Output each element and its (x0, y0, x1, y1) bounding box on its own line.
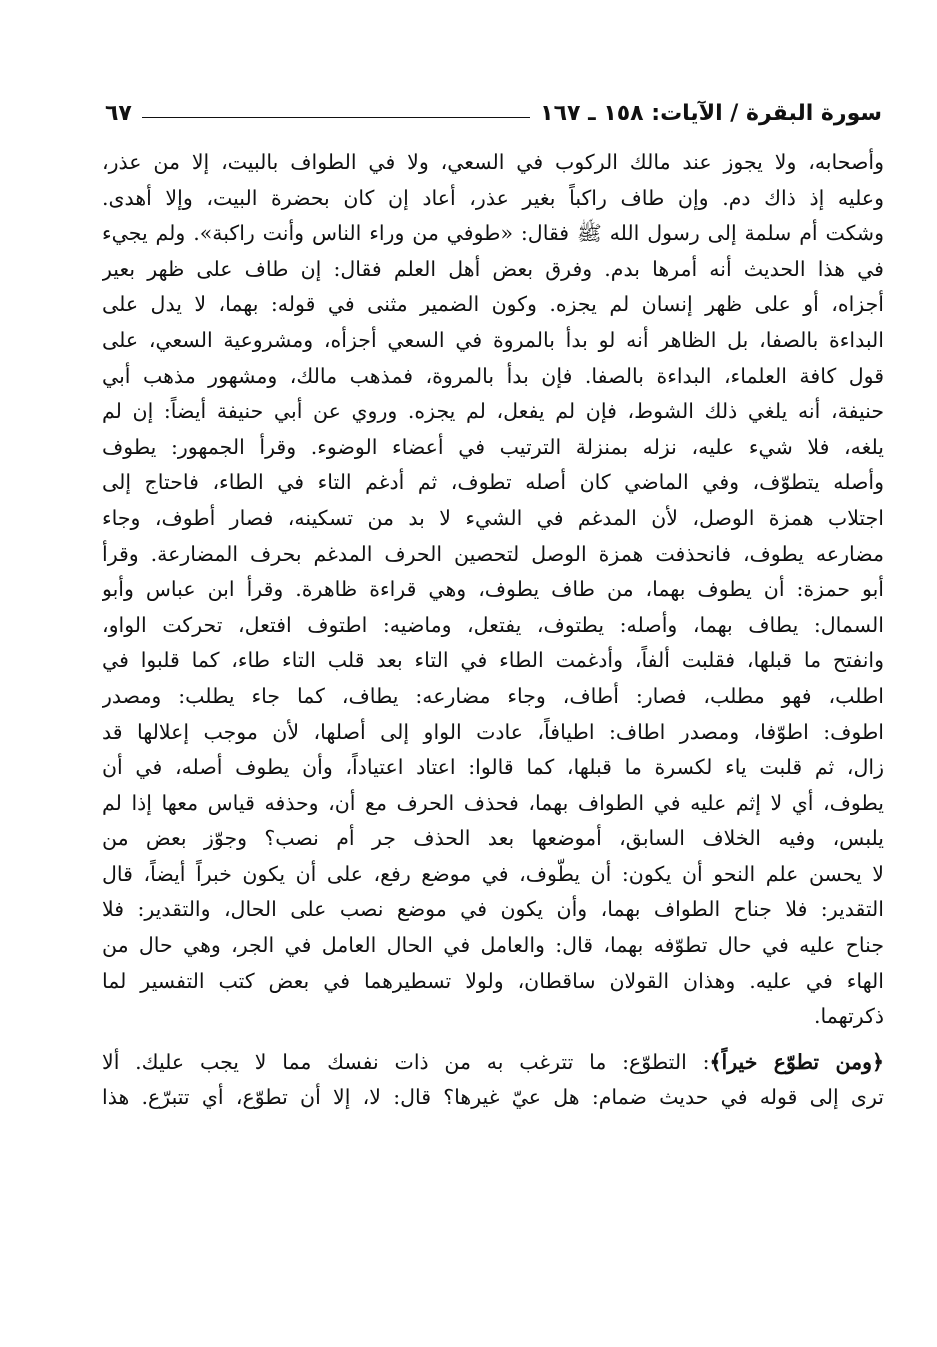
text-line: يلغه، فلا شيء عليه، نزله بمنزلة الترتيب في أعضاء الوضوء. وقرأ الجمهور: يطوف (102, 434, 884, 459)
text-line (102, 1045, 884, 1081)
text-line: البداءة بالصفا، بل الظاهر أنه لو بدأ بالمروة في السعي أجزأه، ومشروعية السعي، على (102, 327, 884, 352)
text-line: جناح عليه في حال تطوّفه بهما، قال: والعامل في الحال العامل في الجر، وهي حال من (102, 933, 884, 958)
text-line: وأصله يتطوّف، وفي الماضي كان أصله تطوف، ثم أدغم التاء في الطاء، فاحتاج إلى (102, 470, 884, 495)
header-rule (142, 117, 530, 118)
text-line: وشكت أم سلمة إلى رسول الله ﷺ فقال: «طوفي من وراء الناس وأنت راكبة». ولم يجيء (102, 221, 884, 246)
text-line: في هذا الحديث أنه أمرها بدم. وفرق بعض أهل العلم فقال: إن طاف على ظهر بعير (102, 256, 884, 281)
text-line: يطوف، أي لا إثم عليه في الطواف بهما، فحذف الحرف مع أن، وحذفه قياس معها إذا لم (102, 790, 884, 815)
paragraph-2 (102, 1045, 884, 1116)
text-line: اطوف: اطوّفا، ومصدر اطاف: اطيافاً، عادت الواو إلى أصلها، لأن موجب إعلالها قد (102, 719, 884, 744)
text-line: حنيفة، أنه يلغي ذلك الشوط، فإن لم يفعل، لم يجزه. وروي عن أبي حنيفة أيضاً: إن لم (102, 399, 884, 424)
body-text (102, 145, 884, 1116)
text-line: اجتلاب همزة الوصل، لأن المدغم في الشيء لا بد من تسكينه، فصار أطوف، وجاء (102, 505, 884, 530)
running-header (105, 86, 882, 126)
text-line: قول كافة العلماء، البداءة بالصفا. فإن بدأ بالمروة، فمذهب مالك، ومشهور مذهب أبي (102, 363, 884, 388)
text-line: الهاء في عليه. وهذان القولان ساقطان، ولولا تسطيرهما في بعض كتب التفسير لما (102, 968, 884, 993)
paragraph-gap (102, 1035, 884, 1045)
text-line: وانفتح ما قبلها، فقلبت ألفاً، وأدغمت الطاء في التاء بعد قلب التاء طاء، كما قلبوا في (102, 648, 884, 673)
text-line-rest: : التطوّع: ما تترغب به من ذات نفسك مما لا يجب عليك. ألا (102, 1049, 710, 1074)
text-line: زال، ثم قلبت ياء لكسرة ما قبلها، كما قالوا: اعتاد اعتياداً، وأن يطوف أصله، في أن (102, 755, 884, 780)
text-line: يلبس، وفيه الخلاف السابق، أموضعها بعد الحذف جر أم نصب؟ وجوّز بعض من (102, 826, 884, 851)
text-line: أبو حمزة: أن يطوف بهما، من طاف يطوف، وهي قراءة ظاهرة. وقرأ ابن عباس وأبو (102, 577, 884, 602)
header-title: سورة البقرة / الآيات: ١٥٨ ـ ١٦٧ (540, 100, 882, 126)
text-line: التقدير: فلا جناح الطواف بهما، وأن يكون في موضع نصب على الحال، والتقدير: فلا (102, 897, 884, 922)
page-number: ٦٧ (105, 100, 132, 126)
text-line: أجزاه، أو على ظهر إنسان لم يجزه. وكون الضمير مثنى في قوله: بهما، لا يدل على (102, 292, 884, 317)
text-line: وأصحابه، ولا يجوز عند مالك الركوب في السعي، ولا في الطواف بالبيت، إلا من عذر، (102, 150, 884, 174)
text-line: ترى إلى قوله في حديث ضمام: هل عيّ غيرها؟ قال: لا، إلا أن تطوّع، أي تتبرّع. هذا (102, 1085, 884, 1110)
text-line: لا يحسن علم النحو أن يكون: أن يطّوف، في موضع رفع، على أن يكون خبراً أيضاً، قال (102, 861, 884, 886)
text-line: السمال: يطاف بهما، وأصله: يطتوف، يفتعل، وماضيه: اطتوف افتعل، تحركت الواو، (102, 612, 884, 637)
text-line: ذكرتهما. (814, 1004, 884, 1029)
text-line: اطلب، فهو مطلب، فصار: أطاف، وجاء مضارعه: يطاف، كما جاء يطلب: ومصدر (102, 683, 884, 708)
paragraph-1 (102, 145, 884, 1035)
quran-quote: ﴿ومن تطوّع خيراً﴾ (709, 1049, 884, 1074)
text-line: وعليه إذ ذاك دم. وإن طاف راكباً بغير عذر، أعاد إن كان بحضرة البيت، وإلا أهدى. (102, 185, 884, 210)
text-line: مضارعه يطوف، فانحذفت همزة الوصل لتحصين الحرف المدغم بحرف المضارعة. وقرأ (102, 541, 884, 566)
